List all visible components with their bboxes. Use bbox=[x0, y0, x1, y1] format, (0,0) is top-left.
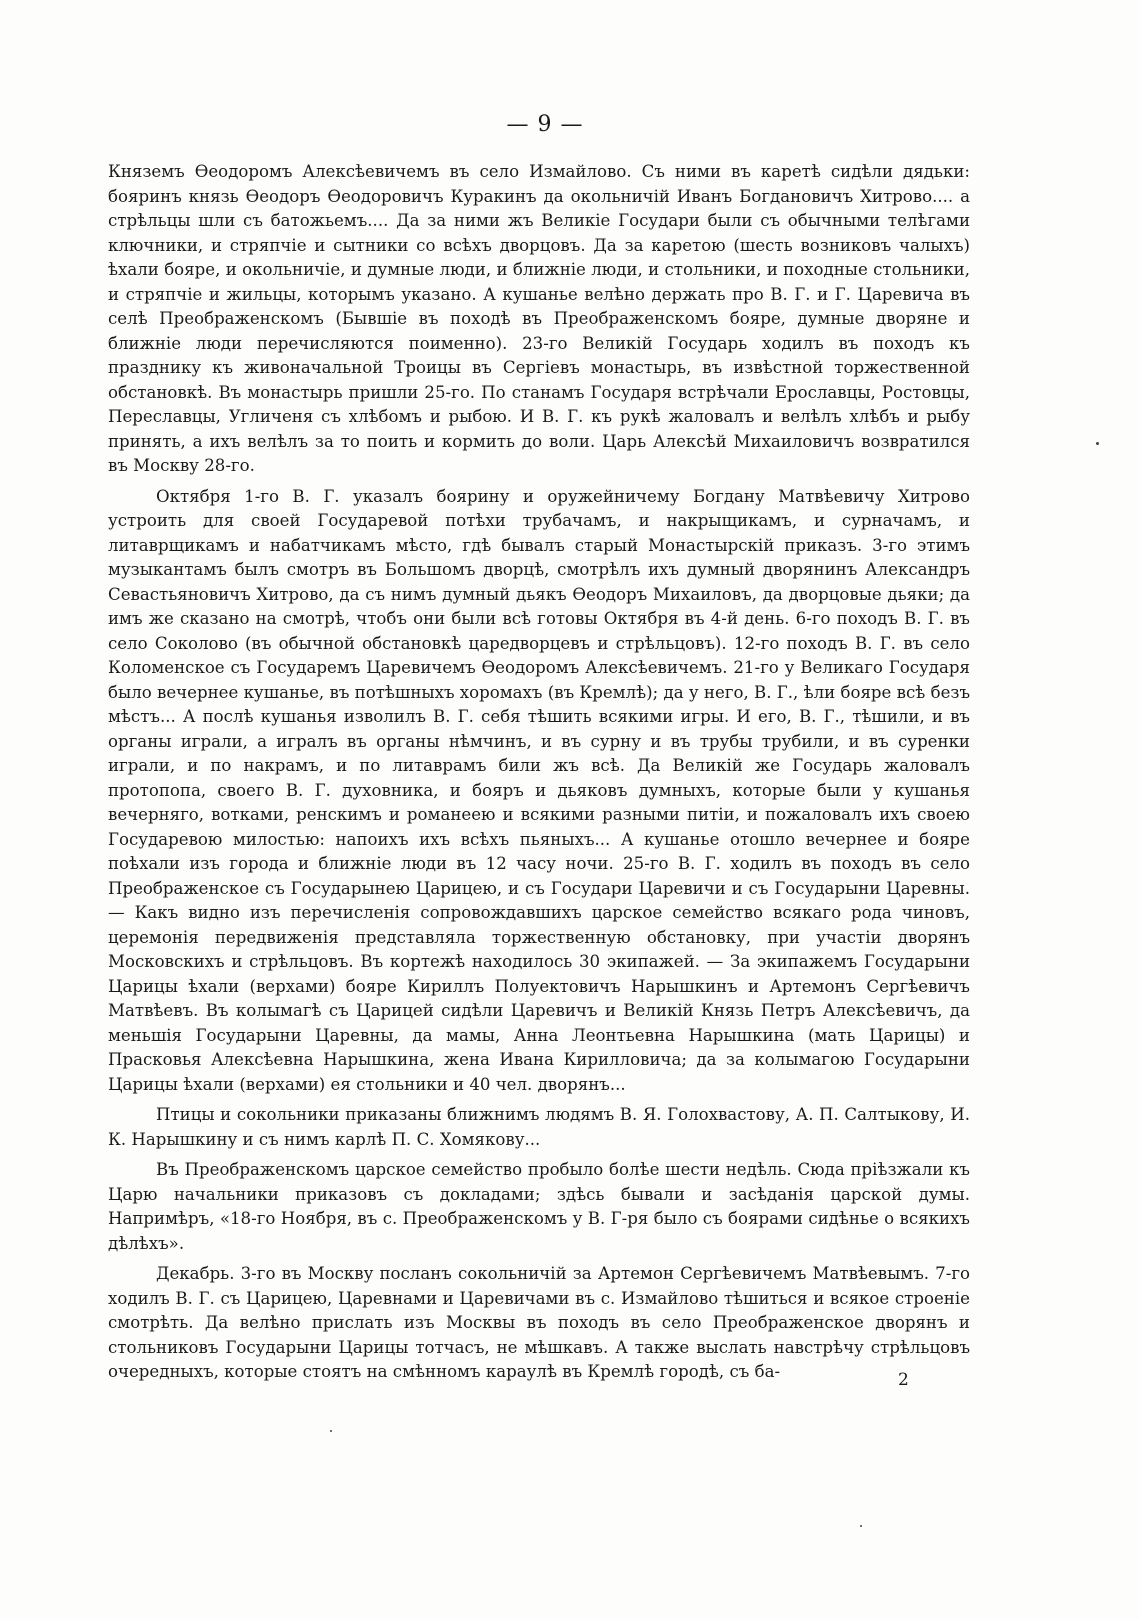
paragraph-2: Октября 1-го В. Г. указалъ боярину и оружейничему Богдану Матвѣевичу Хитрово устроить для своей Государевой потѣхи трубачамъ, и накрыщикамъ, и сурначамъ, и литаврщикамъ и набатчикамъ мѣсто, гдѣ бывалъ старый Монастырскій приказъ. 3-го этимъ музыкантамъ былъ смотръ въ Большомъ дворцѣ, смотрѣлъ ихъ думный дворянинъ Александръ Севастьяновичъ Хитрово, да съ нимъ думный дьякъ Ѳеодоръ Михаиловъ, да дворцовые дьяки; да имъ же сказано на смотрѣ, чтобъ они были всѣ готовы Октября въ 4-й день. 6-го походъ В. Г. въ село Соколово (въ обычной обстановкѣ царедворцевъ и стрѣльцовъ). 12-го походъ В. Г. въ село Коломенское съ Государемъ Царевичемъ Ѳеодоромъ Алексѣевичемъ. 21-го у Великаго Государя было вечернее кушанье, въ потѣшныхъ хоромахъ (въ Кремлѣ); да у него, В. Г., ѣли бояре всѣ безъ мѣстъ... А послѣ кушанья изволилъ В. Г. себя тѣшить всякими игры. И его, В. Г., тѣшили, и въ органы играли, а игралъ въ органы нѣмчинъ, и въ сурну и въ трубы трубили, и въ суренки играли, и по накрамъ, и по литаврамъ били жъ всѣ. Да Великій же Государь жаловалъ протопопа, своего В. Г. духовника, и бояръ и дьяковъ думныхъ, которые были у кушанья вечерняго, вотками, ренскимъ и романеею и всякими разными питіи, и пожаловалъ ихъ своею Государевою милостью: напоихъ ихъ всѣхъ пьяныхъ... А кушанье отошло вечернее и бояре поѣхали изъ города и ближніе люди въ 12 часу ночи. 25-го В. Г. ходилъ въ походъ въ село Преображенское съ Государынею Царицею, и съ Государи Царевичи и съ Государыни Царевны. — Какъ видно изъ перечисленія сопровождавшихъ царское семейство всякаго рода чиновъ, церемонія передвиженія представляла торжественную обстановку, при участіи дворянъ Московскихъ и стрѣльцовъ. Въ кортежѣ находилось 30 экипажей. — За экипажемъ Государыни Царицы ѣхали (верхами) бояре Кириллъ Полуектовичъ Нарышкинъ и Артемонъ Сергѣевичъ Матвѣевъ. Въ колымагѣ съ Царицей сидѣли Царевичъ и Великій Князь Петръ Алексѣевичъ, да меньшія Государыни Царевны, да мамы, Анна Леонтьевна Нарышкина (мать Царицы) и Прасковья Алексѣевна Нарышкина, жена Ивана Кирилловича; да за колымагою Государыни Царицы ѣхали (верхами) ея стольники и 40 чел. дворянъ... bbox=[108, 486, 970, 1094]
paper-speck bbox=[330, 1430, 332, 1432]
paper-speck bbox=[1096, 442, 1099, 445]
body-text bbox=[108, 160, 970, 1391]
paper-speck bbox=[860, 1525, 862, 1527]
page-number: — 9 — bbox=[506, 112, 584, 137]
printer-signature-mark: 2 bbox=[898, 1370, 909, 1390]
paragraph-4: Въ Преображенскомъ царское семейство пробыло болѣе шести недѣль. Сюда пріѣзжали къ Царю начальники приказовъ съ докладами; здѣсь бывали и засѣданія царской думы. Напримѣръ, «18-го Ноября, въ с. Преображенскомъ у В. Г-ря было съ боярами сидѣнье о всякихъ дѣлѣхъ». bbox=[108, 1160, 970, 1253]
paragraph-3: Птицы и сокольники приказаны ближнимъ людямъ В. Я. Голохвастову, А. П. Салтыкову, И. К. Нарышкину и съ нимъ карлѣ П. С. Хомякову... bbox=[108, 1105, 970, 1149]
paragraph-5: Декабрь. 3-го въ Москву посланъ сокольничій за Артемон Сергѣевичемъ Матвѣевымъ. 7-го ходилъ В. Г. съ Царицею, Царевнами и Царевичами въ с. Измайлово тѣшиться и всякое строеніе смотрѣть. Да велѣно прислать изъ Москвы въ походъ въ село Преображенское дворянъ и стольниковъ Государыни Царицы тотчасъ, не мѣшкавъ. А также выслать навстрѣчу стрѣльцовъ очередныхъ, которые стоятъ на смѣнномъ караулѣ въ Кремлѣ городѣ, съ ба- bbox=[108, 1264, 970, 1381]
paragraph-1: Княземъ Ѳеодоромъ Алексѣевичемъ въ село Измайлово. Съ ними въ каретѣ сидѣли дядьки: бояринъ князь Ѳеодоръ Ѳеодоровичъ Куракинъ да окольничій Иванъ Богдановичъ Хитрово.... а стрѣльцы шли съ батожьемъ.... Да за ними жъ Великіе Государи были съ обычными телѣгами ключники, и стряпчіе и сытники со всѣхъ дворцовъ. Да за каретою (шесть возниковъ чалыхъ) ѣхали бояре, и окольничіе, и думные люди, и ближніе люди, и стольники, и походные стольники, и стряпчіе и жильцы, которымъ указано. А кушанье велѣно держать про В. Г. и Г. Царевича въ селѣ Преображенскомъ (Бывшіе въ походѣ въ Преображенскомъ бояре, думные дворяне и ближніе люди перечисляются поименно). 23-го Великій Государь ходилъ въ походъ къ празднику къ живоначальной Троицы въ Сергіевъ монастырь, въ извѣстной торжественной обстановкѣ. Въ монастырь пришли 25-го. По станамъ Государя встрѣчали Ерославцы, Ростовцы, Переславцы, Угличеня съ хлѣбомъ и рыбою. И В. Г. къ рукѣ жаловалъ и велѣлъ хлѣбъ и рыбу принять, а ихъ велѣлъ за то поить и кормить до воли. Царь Алексѣй Михаиловичъ возвратился въ Москву 28-го. bbox=[108, 162, 970, 475]
